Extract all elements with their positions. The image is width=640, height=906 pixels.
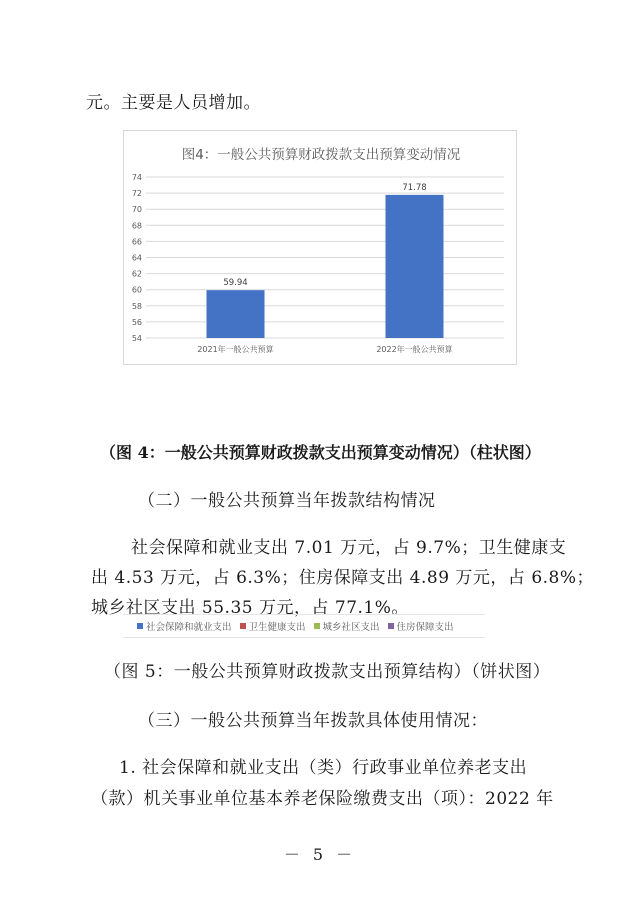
y-tick-label: 60 <box>131 285 142 295</box>
figure-4-caption: （图 4：一般公共预算财政拨款支出预算变动情况）（柱状图） <box>100 443 541 462</box>
legend-label: 住房保障支出 <box>396 622 454 633</box>
y-tick-label: 70 <box>131 205 142 215</box>
page-number: － 5 － <box>283 845 357 864</box>
legend-swatch <box>137 623 143 629</box>
paragraph-line: 元。主要是人员增加。 <box>86 93 261 113</box>
y-tick-label: 64 <box>131 253 142 263</box>
y-tick-label: 68 <box>131 221 142 231</box>
chart-title: 图4：一般公共预算财政拨款支出预算变动情况 <box>181 147 461 163</box>
paragraph-line: 城乡社区支出 55.35 万元，占 77.1%。 <box>91 598 409 618</box>
x-tick-label: 2022年一般公共预算 <box>376 345 453 354</box>
paragraph-line: （款）机关事业单位基本养老保险缴费支出（项）：2022 年 <box>91 789 554 809</box>
y-tick-label: 62 <box>131 269 142 279</box>
legend-swatch <box>314 623 320 629</box>
bar <box>207 290 265 338</box>
pie-chart-legend <box>123 614 485 638</box>
y-tick-label: 56 <box>131 317 142 327</box>
legend-item <box>388 619 454 633</box>
legend-label: 社会保障和就业支出 <box>146 622 232 633</box>
legend-item <box>137 619 232 633</box>
legend-item <box>240 619 306 633</box>
paragraph-line: 出 4.53 万元，占 6.3%；住房保障支出 4.89 万元，占 6.8%； <box>91 568 595 588</box>
paragraph-line: 1. 社会保障和就业支出（类）行政事业单位养老支出 <box>119 758 528 778</box>
bar-chart-svg <box>124 131 518 366</box>
legend-item <box>314 619 380 633</box>
y-tick-label: 72 <box>131 189 142 199</box>
legend-label: 城乡社区支出 <box>322 622 380 633</box>
data-label: 71.78 <box>402 182 427 193</box>
legend-swatch <box>240 623 246 629</box>
y-tick-label: 74 <box>131 173 142 182</box>
y-tick-label: 58 <box>131 301 142 311</box>
y-tick-label: 54 <box>131 334 142 343</box>
legend-label: 卫生健康支出 <box>248 622 306 633</box>
legend-swatch <box>388 623 394 629</box>
figure-5-caption: （图 5：一般公共预算财政拨款支出预算结构）（饼状图） <box>104 662 551 682</box>
section-heading-3: （三）一般公共预算当年拨款具体使用情况： <box>138 711 488 731</box>
paragraph-line: 社会保障和就业支出 7.01 万元，占 9.7%；卫生健康支 <box>131 538 567 558</box>
x-tick-label: 2021年一般公共预算 <box>197 345 274 354</box>
section-heading-2: （二）一般公共预算当年拨款结构情况 <box>138 491 436 511</box>
bar <box>386 195 444 338</box>
bar-chart-figure-4 <box>123 130 517 365</box>
data-label: 59.94 <box>223 278 248 289</box>
y-tick-label: 66 <box>131 237 142 247</box>
